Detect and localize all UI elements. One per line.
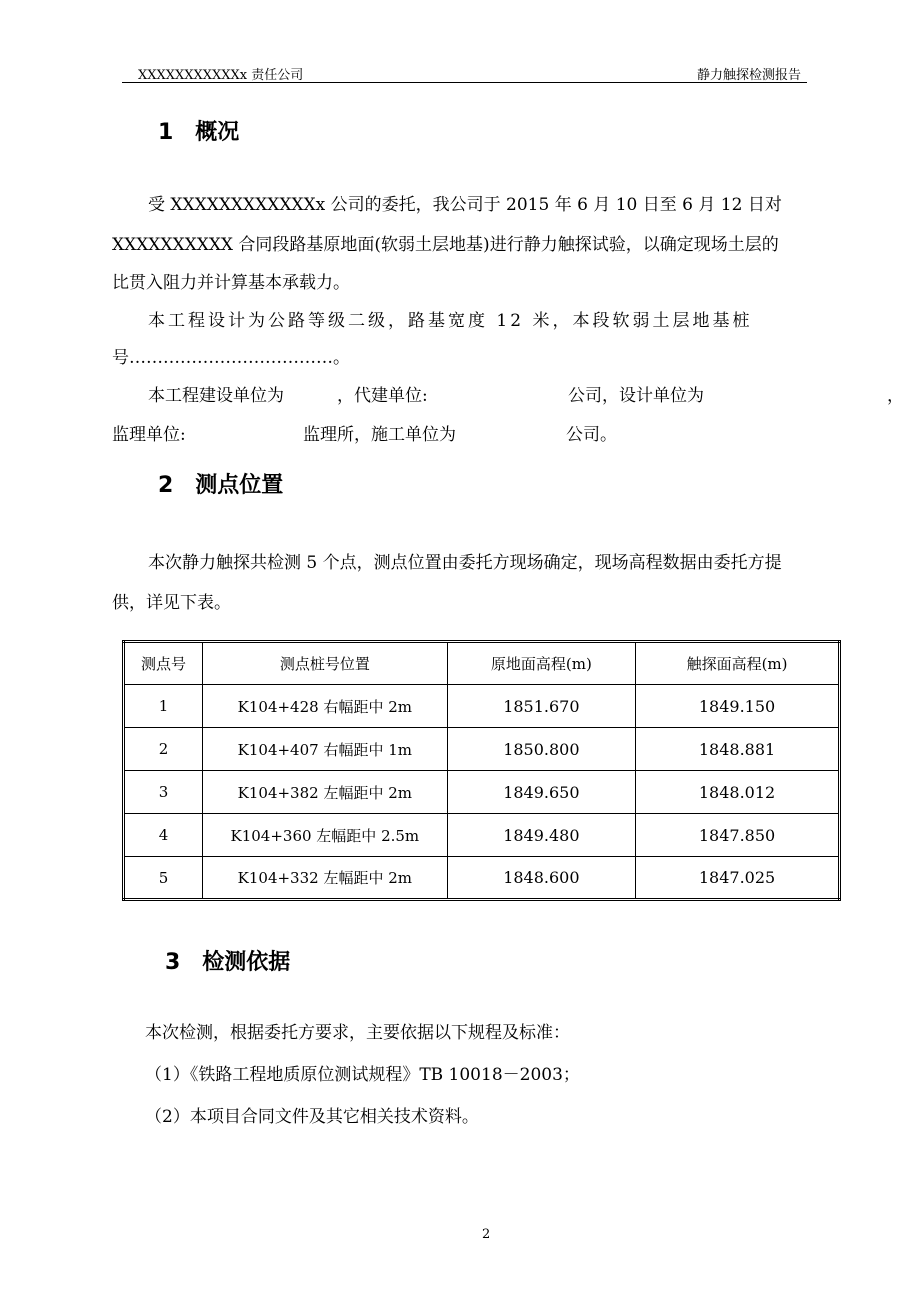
table-cell: K104+360 左幅距中 2.5m xyxy=(203,814,448,857)
section-1-para3-comma: ， xyxy=(887,386,904,406)
table-row xyxy=(124,771,840,814)
table-cell: 1847.025 xyxy=(636,857,840,900)
table-cell: 1848.600 xyxy=(447,857,635,900)
section-1-heading: 1 概况 xyxy=(158,120,240,145)
table-header-cell: 测点桩号位置 xyxy=(203,642,448,685)
section-1-para1-line2: XXXXXXXXXX 合同段路基原地面(软弱土层地基)进行静力触探试验，以确定现场土层的 xyxy=(112,235,779,255)
section-1-para2-line1: 本工程设计为公路等级二级，路基宽度 12 米，本段软弱土层地基桩 xyxy=(148,311,753,331)
table-cell: 5 xyxy=(124,857,203,900)
section-1-para3-builder-label: 监理所，施工单位为 xyxy=(303,425,456,445)
table-cell: 1848.012 xyxy=(636,771,840,814)
section-1-para3-designer-label: 公司，设计单位为 xyxy=(568,386,704,406)
header-report-title: 静力触探检测报告 xyxy=(697,68,802,83)
page-number: 2 xyxy=(482,1227,491,1242)
section-3-intro: 本次检测，根据委托方要求，主要依据以下规程及标准： xyxy=(145,1023,570,1043)
header-divider xyxy=(122,82,807,83)
table-row xyxy=(124,685,840,728)
section-1-para1-line1: 受 XXXXXXXXXXXXx 公司的委托，我公司于 2015 年 6 月 10 日至 6 月 12 日对 xyxy=(148,195,782,215)
table-cell: 2 xyxy=(124,728,203,771)
section-1-para1-line3: 比贯入阻力并计算基本承载力。 xyxy=(112,273,350,293)
table-cell: 1851.670 xyxy=(447,685,635,728)
table-cell: 1848.881 xyxy=(636,728,840,771)
section-2-heading: 2 测点位置 xyxy=(158,473,284,498)
section-1-para2-line2: 号………………………………。 xyxy=(112,348,350,368)
section-1-para3-end: 公司。 xyxy=(566,425,617,445)
table-cell: K104+428 右幅距中 2m xyxy=(203,685,448,728)
table-cell: 4 xyxy=(124,814,203,857)
table-header-cell: 原地面高程(m) xyxy=(447,642,635,685)
table-cell: K104+332 左幅距中 2m xyxy=(203,857,448,900)
table-cell: 1849.150 xyxy=(636,685,840,728)
table-header-cell: 触探面高程(m) xyxy=(636,642,840,685)
table-row xyxy=(124,814,840,857)
section-2-para-line2: 供，详见下表。 xyxy=(112,593,231,613)
table-header-cell: 测点号 xyxy=(124,642,203,685)
section-3-item-1: （1）《铁路工程地质原位测试规程》TB 10018－2003； xyxy=(145,1065,580,1085)
header-company: XXXXXXXXXXXx 责任公司 xyxy=(138,68,304,83)
table-cell: 1850.800 xyxy=(447,728,635,771)
section-3-item-2: （2）本项目合同文件及其它相关技术资料。 xyxy=(145,1107,479,1127)
table-cell: 1849.480 xyxy=(447,814,635,857)
table-cell: K104+382 左幅距中 2m xyxy=(203,771,448,814)
measurement-point-table xyxy=(122,640,841,901)
section-2-para-line1: 本次静力触探共检测 5 个点，测点位置由委托方现场确定，现场高程数据由委托方提 xyxy=(148,553,782,573)
table-cell: K104+407 右幅距中 1m xyxy=(203,728,448,771)
section-3-heading: 3 检测依据 xyxy=(165,950,291,975)
table-cell: 1847.850 xyxy=(636,814,840,857)
table-row xyxy=(124,857,840,900)
table-header-row xyxy=(124,642,840,685)
section-1-para3-supervisor-label: 监理单位: xyxy=(112,425,186,445)
table-cell: 1849.650 xyxy=(447,771,635,814)
table-row xyxy=(124,728,840,771)
table-cell: 3 xyxy=(124,771,203,814)
section-1-para3-agent-label: ，代建单位: xyxy=(337,386,428,406)
section-1-para3-owner-label: 本工程建设单位为 xyxy=(148,386,284,406)
table-cell: 1 xyxy=(124,685,203,728)
